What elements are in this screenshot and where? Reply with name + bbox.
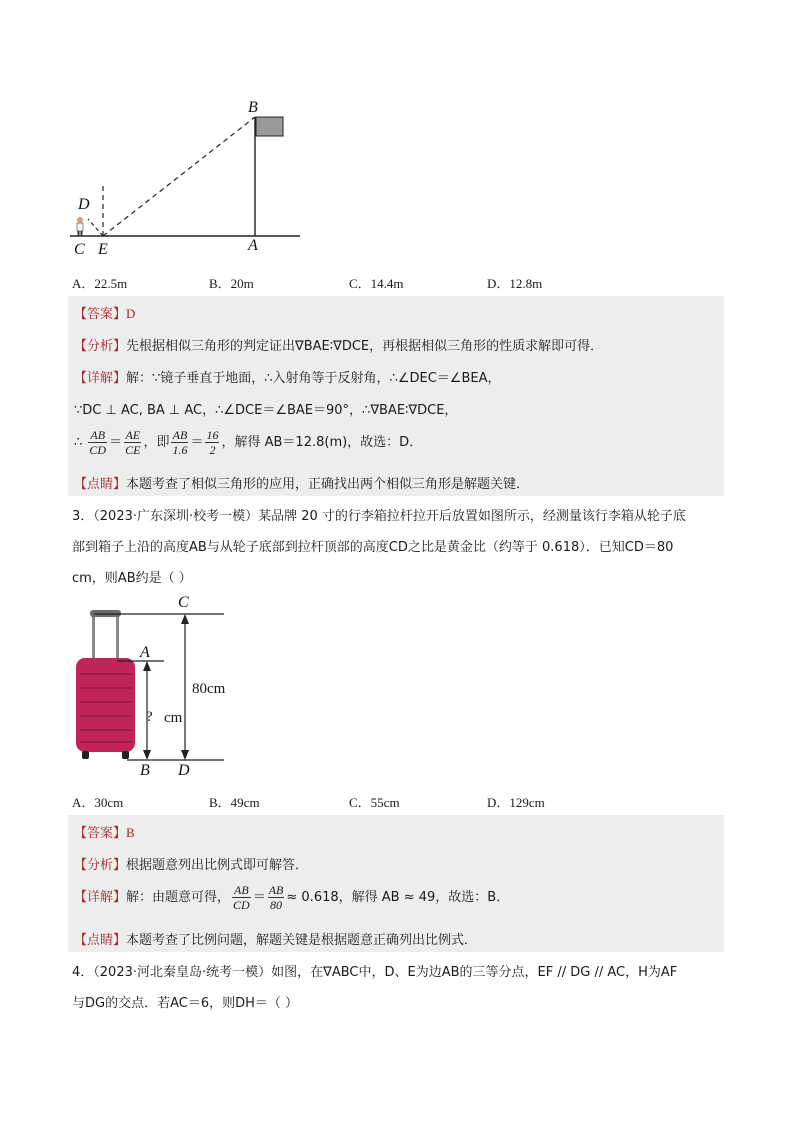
point-label-c: C bbox=[178, 594, 189, 611]
q2-option-c[interactable]: C．14.4m bbox=[349, 276, 404, 291]
fraction-ab-1-6: $\frac{AB}{1.6}$ bbox=[172, 428, 188, 457]
q2-detail-line-3 bbox=[74, 426, 422, 460]
fraction-16-2: $\frac{16}{2}$ bbox=[206, 428, 219, 457]
q2-detail-line-1 bbox=[74, 367, 500, 386]
q3-text-line-1: 3．（2023·广东深圳·校考一模）某品牌 20 寸的行李箱拉杆拉开后放置如图所示，经测量该行李箱从轮子底 bbox=[72, 509, 686, 524]
comment-tag: 【点睛】 bbox=[74, 933, 127, 948]
detail-tag: 【详解】 bbox=[74, 890, 127, 905]
analysis-text: 先根据相似三角形的判定证出∇BAE∶∇DCE，再根据相似三角形的性质求解即可得． bbox=[126, 339, 604, 354]
q3-option-b[interactable]: B．49cm bbox=[209, 795, 260, 810]
q2-option-b[interactable]: B．20m bbox=[209, 276, 254, 291]
detail-mid-text: ，即 bbox=[143, 435, 170, 450]
equals-sign: ＝ bbox=[252, 890, 266, 905]
analysis-tag: 【分析】 bbox=[74, 858, 127, 873]
comment-tag: 【点睛】 bbox=[74, 477, 127, 492]
q3-solution-box bbox=[68, 815, 724, 952]
equals-sign: ＝ bbox=[109, 435, 123, 450]
point-label-b: B bbox=[140, 762, 150, 779]
answer-tag: 【答案】 bbox=[74, 307, 127, 322]
comment-text: 本题考查了相似三角形的应用，正确找出两个相似三角形是解题关键． bbox=[126, 477, 530, 492]
q3-option-d[interactable]: D．129cm bbox=[487, 795, 545, 810]
point-label-e: E bbox=[98, 241, 108, 258]
unit-cm-label: cm bbox=[164, 710, 183, 726]
reflected-ray bbox=[103, 117, 255, 236]
q3-options bbox=[72, 792, 732, 810]
q3-option-c[interactable]: C．55cm bbox=[349, 795, 400, 810]
detail-suffix-text: ，解得 AB＝12.8(m)，故选：D． bbox=[221, 435, 423, 450]
comment-text: 本题考查了比例问题，解题关键是根据题意正确列出比例式． bbox=[126, 933, 478, 948]
point-label-a: A bbox=[248, 237, 258, 254]
answer-tag: 【答案】 bbox=[74, 826, 127, 841]
detail-text-1: 解：∵镜子垂直于地面，∴入射角等于反射角，∴∠DEC＝∠BEA， bbox=[126, 371, 501, 386]
incident-ray bbox=[88, 219, 103, 236]
point-label-c: C bbox=[74, 241, 85, 258]
q4-text-line-1: 4．（2023·河北秦皇岛·统考一模）如图，在∇ABC中，D、E为边AB的三等分点，EF // DG // AC，H为AF bbox=[72, 965, 678, 980]
detail-tag: 【详解】 bbox=[74, 371, 127, 386]
detail-suffix-text: ≈ 0.618，解得 AB ≈ 49，故选：B． bbox=[286, 890, 510, 905]
point-label-d: D bbox=[78, 196, 90, 213]
q2-option-a[interactable]: A．22.5m bbox=[72, 276, 128, 291]
q4-text-line-2: 与DG的交点．若AC＝6，则DH＝（ ） bbox=[72, 996, 299, 1011]
therefore-symbol: ∴ bbox=[74, 435, 83, 450]
q3-option-a[interactable]: A．30cm bbox=[72, 795, 124, 810]
answer-value: B bbox=[126, 825, 135, 840]
point-label-b: B bbox=[248, 99, 258, 116]
q2-answer-line bbox=[74, 303, 135, 322]
point-label-a: A bbox=[140, 644, 150, 661]
fraction-ab-cd: $\frac{AB}{CD}$ bbox=[233, 883, 250, 912]
answer-value: D bbox=[126, 306, 136, 321]
analysis-tag: 【分析】 bbox=[74, 339, 127, 354]
q3-text-line-2: 部到箱子上沿的高度AB与从轮子底部到拉杆顶部的高度CD之比是黄金比（约等于 0.618）．已知CD＝80 bbox=[72, 540, 674, 555]
suitcase-icon bbox=[76, 610, 135, 759]
detail-prefix-text: 解：由题意可得， bbox=[126, 890, 231, 905]
q2-solution-box bbox=[68, 296, 724, 496]
point-label-d: D bbox=[178, 762, 190, 779]
q3-comment-line bbox=[74, 929, 477, 948]
fraction-ab-cd: $\frac{AB}{CD}$ bbox=[89, 428, 107, 457]
fraction-ae-ce: $\frac{AE}{CE}$ bbox=[125, 428, 141, 457]
q2-analysis-line bbox=[74, 335, 603, 354]
detail-text-2: ∵DC ⊥ AC, BA ⊥ AC，∴∠DCE＝∠BAE＝90°，∴∇BAE∶∇DCE， bbox=[74, 403, 458, 418]
q2-comment-line bbox=[74, 473, 529, 492]
q3-answer-line bbox=[74, 822, 135, 841]
analysis-text: 根据题意列出比例式即可解答． bbox=[126, 858, 309, 873]
q3-analysis-line bbox=[74, 854, 308, 873]
q3-detail-line bbox=[74, 881, 509, 915]
fraction-ab-80: $\frac{AB}{80}$ bbox=[268, 883, 284, 912]
length-80cm-label: 80cm bbox=[192, 681, 226, 697]
q2-options bbox=[72, 273, 732, 291]
flag-shape bbox=[256, 117, 283, 136]
equals-sign: ＝ bbox=[190, 435, 204, 450]
q2-detail-line-2 bbox=[74, 399, 457, 418]
unknown-length-label: ? bbox=[146, 709, 153, 725]
mirror-diagram bbox=[70, 95, 310, 260]
q3-text-line-3: cm，则AB约是（ ） bbox=[72, 571, 192, 586]
figure-suitcase bbox=[72, 594, 252, 784]
person-icon bbox=[77, 217, 83, 236]
q2-option-d[interactable]: D．12.8m bbox=[487, 276, 543, 291]
figure-mirror-flagpole bbox=[70, 95, 310, 260]
